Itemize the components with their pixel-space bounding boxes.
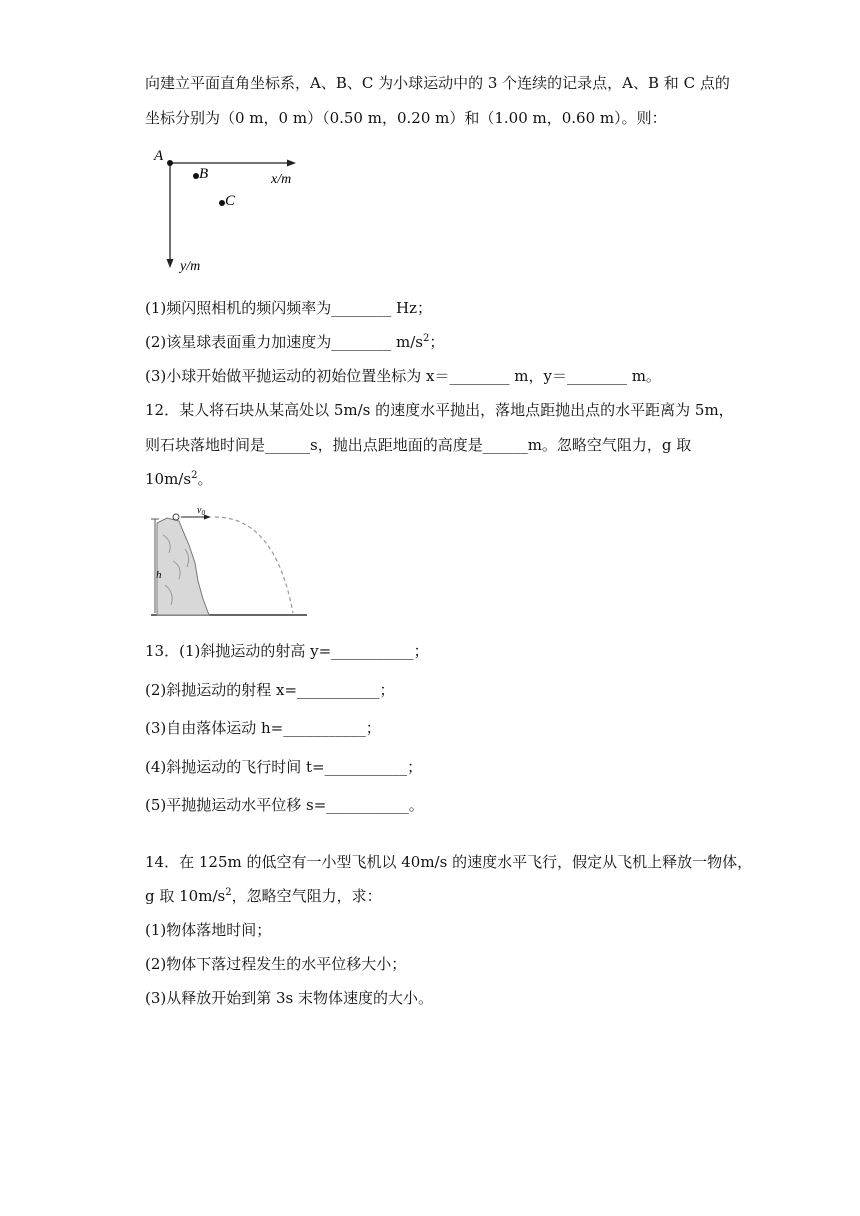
q13-part-1: 13．(1)斜抛运动的射高 y=___________；: [145, 642, 429, 660]
q14-part-3: (3)从释放开始到第 3s 末物体速度的大小。: [145, 989, 434, 1007]
y-axis-label: y/m: [180, 259, 201, 274]
q11-p2-text: (2)该星球表面重力加速度为________ m/s: [145, 333, 423, 351]
coordinate-figure: [150, 143, 310, 278]
q13-part-2: (2)斜抛运动的射程 x=___________；: [145, 681, 395, 699]
q11-part-2: [145, 332, 444, 352]
trajectory: [215, 517, 293, 613]
q13-part-5: (5)平抛抛运动水平位移 s=___________。: [145, 796, 424, 814]
q11-p2-post: ；: [429, 333, 445, 351]
q14-part-1: (1)物体落地时间；: [145, 921, 272, 939]
x-axis-label: x/m: [271, 172, 292, 187]
q14-l2-post: ，忽略空气阻力，求：: [231, 887, 382, 905]
label-a: A: [154, 148, 164, 164]
q13-part-4: (4)斜抛运动的飞行时间 t=___________；: [145, 758, 423, 776]
q12-line-1: 12．某人将石块从某高处以 5m/s 的速度水平抛出，落地点距抛出点的水平距离为 5m，: [145, 401, 734, 419]
stone: [173, 514, 179, 520]
q11-p2-sup: 2: [423, 333, 430, 344]
x-axis-arrow: [287, 160, 296, 167]
label-b: B: [199, 166, 209, 182]
v0-label: $v_0$: [197, 505, 205, 517]
intro-line-1: 向建立平面直角坐标系，A、B、C 为小球运动中的 3 个连续的记录点，A、B 和 C 点的: [145, 74, 730, 92]
q11-part-3: (3)小球开始做平抛运动的初始位置坐标为 x＝________ m，y＝________ m。: [145, 367, 661, 385]
q14-line-2: [145, 886, 382, 906]
cliff-figure: [145, 505, 310, 620]
q12-line-2: 则石块落地时间是______s，抛出点距地面的高度是______m。忽略空气阻力，g 取: [145, 436, 692, 454]
q12-l3-post: 。: [197, 470, 213, 488]
intro-line-2: 坐标分别为（0 m，0 m）（0.50 m，0.20 m）和（1.00 m，0.60 m）。则：: [145, 109, 667, 127]
q13-part-3: (3)自由落体运动 h=___________；: [145, 719, 381, 737]
cliff-rock: [157, 518, 209, 615]
label-c: C: [225, 193, 236, 209]
q11-part-1: (1)频闪照相机的频闪频率为________ Hz；: [145, 299, 433, 317]
q12-l3-sup: 2: [191, 470, 198, 481]
q12-l3-text: 10m/s: [145, 470, 192, 488]
q12-line-3: [145, 469, 212, 489]
q14-part-2: (2)物体下落过程发生的水平位移大小；: [145, 955, 407, 973]
height-label: h: [156, 569, 162, 581]
q14-line-1: 14．在 125m 的低空有一小型飞机以 40m/s 的速度水平飞行，假定从飞机上释放一物体，: [145, 853, 753, 871]
point-a: [167, 160, 173, 166]
q14-l2-sup: 2: [225, 887, 232, 898]
q14-l2-text: g 取 10m/s: [145, 887, 226, 905]
y-axis-arrow: [167, 259, 174, 268]
